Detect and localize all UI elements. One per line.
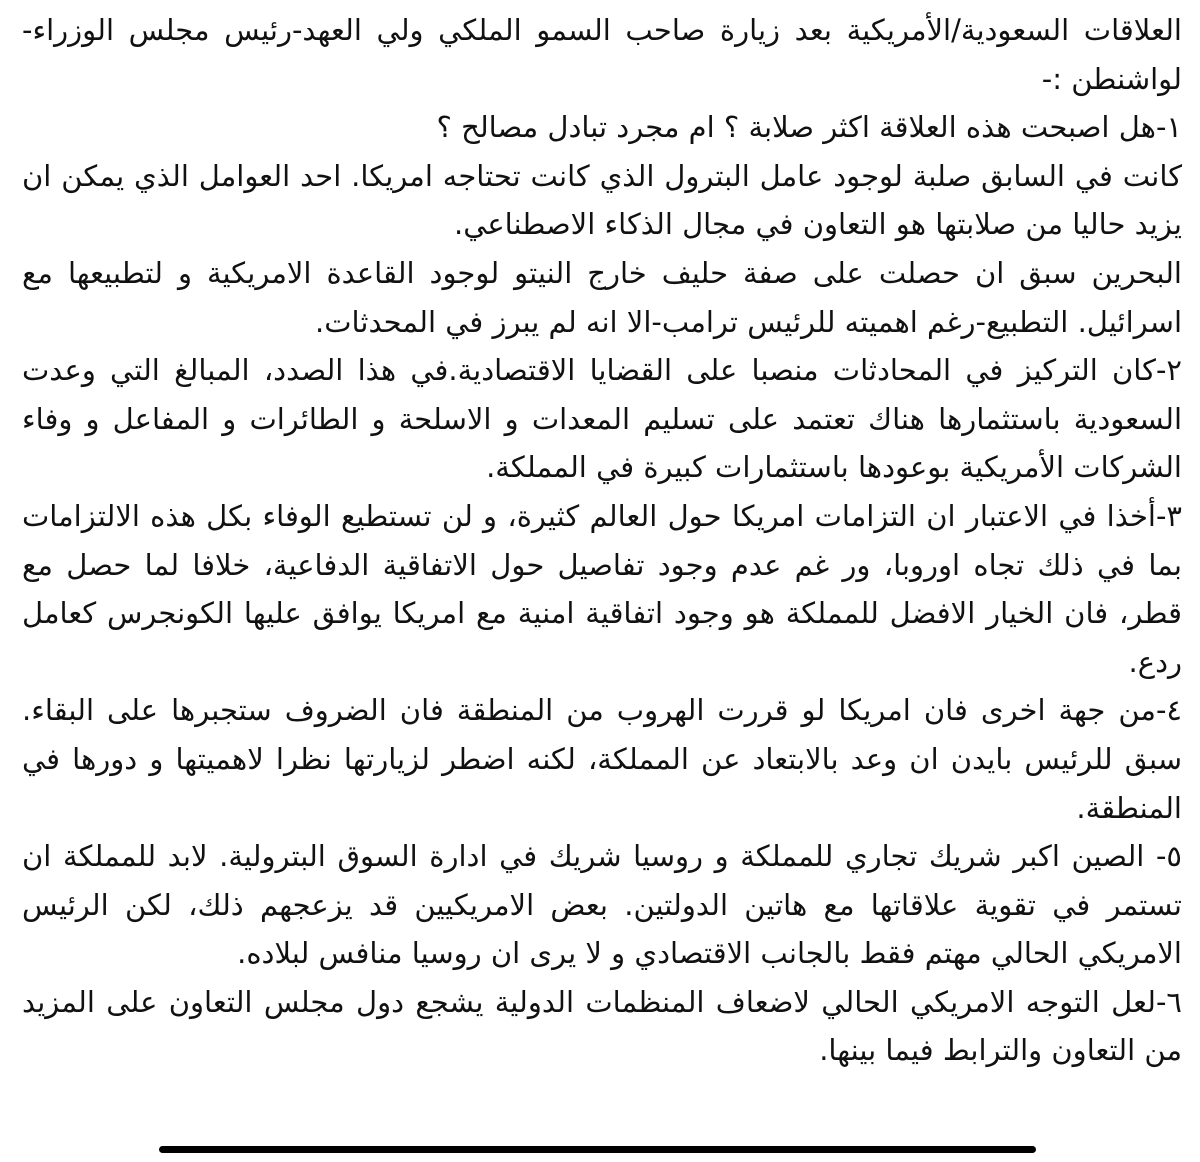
point-1-question: ١-هل اصبحت هذه العلاقة اكثر صلابة ؟ ام مجرد تبادل مصالح ؟	[436, 110, 1182, 145]
point-4: ٤-من جهة اخرى فان امريكا لو قررت الهروب من المنطقة فان الضروف ستجبرها على البقاء. سبق للرئيس بايدن ان وعد بالابتعاد عن المملكة، لكنه اضطر لزيارتها نظرا لاهميتها و دورها في المنطقة.	[22, 693, 1182, 825]
point-1-answer: كانت في السابق صلبة لوجود عامل البترول الذي كانت تحتاجه امريكا. احد العوامل الذي يمكن ان يزيد حاليا من صلابتها هو التعاون في مجال الذكاء الاصطناعي.	[22, 158, 1182, 242]
point-1-bahrain: البحرين سبق ان حصلت على صفة حليف خارج النيتو لوجود القاعدة الامريكية و لتطبيعها مع اسرائيل. التطبيع-رغم اهميته للرئيس ترامب-الا انه لم يبرز في المحدثات.	[22, 255, 1182, 339]
note-body	[22, 6, 1182, 1075]
home-indicator-bar[interactable]	[159, 1146, 1036, 1153]
note-heading: العلاقات السعودية/الأمريكية بعد زيارة صاحب السمو الملكي ولي العهد-رئيس مجلس الوزراء- لواشنطن :-	[22, 13, 1182, 96]
point-2: ٢-كان التركيز في المحادثات منصبا على القضايا الاقتصادية.في هذا الصدد، المبالغ التي وعدت السعودية باستثمارها هناك تعتمد على تسليم المعدات و الاسلحة و الطائرات و المفاعل و وفاء الشركات الأمريكية بوعودها باستثمارات كبيرة في المملكة.	[22, 353, 1182, 485]
point-6: ٦-لعل التوجه الامريكي الحالي لاضعاف المنظمات الدولية يشجع دول مجلس التعاون على المزيد من التعاون والترابط فيما بينها.	[22, 984, 1182, 1068]
point-3: ٣-أخذا في الاعتبار ان التزامات امريكا حول العالم كثيرة، و لن تستطيع الوفاء بكل هذه الالتزامات بما في ذلك تجاه اوروبا، ور غم عدم وجود تفاصيل حول الاتفاقية الدفاعية، خلافا لما حصل مع قطر، فان الخيار الافضل للمملكة هو وجود اتفاقية امنية مع امريكا يوافق عليها الكونجرس كعامل ردع.	[22, 498, 1182, 679]
point-5: ٥- الصين اكبر شريك تجاري للمملكة و روسيا شريك في ادارة السوق البترولية. لابد للمملكة ان تستمر في تقوية علاقاتها مع هاتين الدولتين. بعض الامريكيين قد يزعجهم ذلك، لكن الرئيس الامريكي الحالي مهتم فقط بالجانب الاقتصادي و لا يرى ان روسيا منافس لبلاده.	[22, 839, 1182, 971]
